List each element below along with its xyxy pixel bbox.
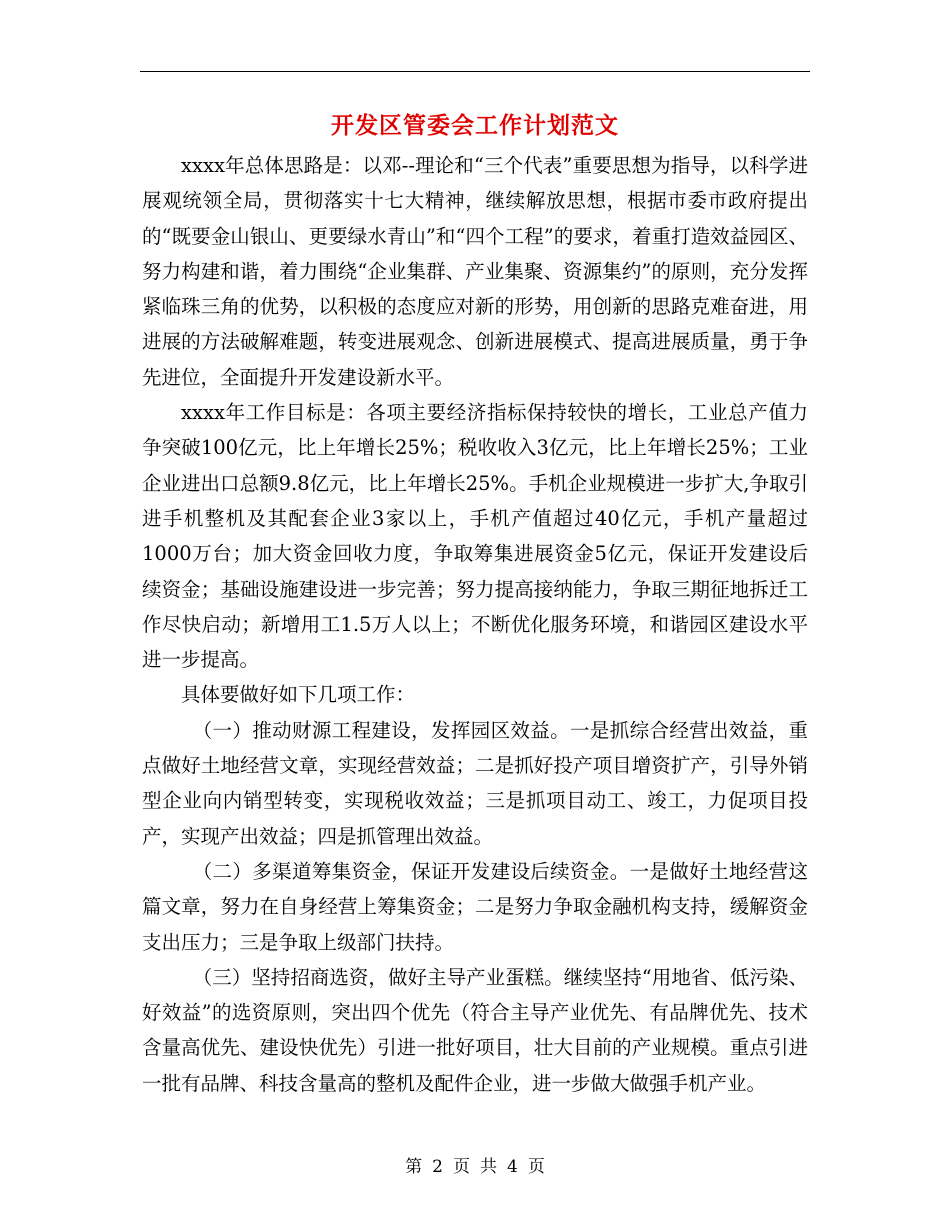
header-rule [140, 71, 810, 72]
footer-prefix: 第 [405, 1157, 423, 1177]
paragraph-task-2: （二）多渠道筹集资金，保证开发建设后续资金。一是做好土地经营这篇文章，努力在自身经营上筹集资金；二是努力争取金融机构支持，缓解资金支出压力；三是争取上级部门扶持。 [142, 859, 808, 954]
footer-current-page: 2 [432, 1157, 443, 1177]
footer-suffix: 页 [527, 1157, 545, 1177]
document-body [142, 148, 808, 1101]
paragraph-tasks-intro: 具体要做好如下几项工作： [181, 683, 416, 707]
footer-total-prefix: 共 [480, 1157, 497, 1177]
footer-page-word: 页 [453, 1157, 470, 1177]
paragraph-work-goals: xxxx年工作目标是：各项主要经济指标保持较快的增长，工业总产值力争突破100亿元，比上年增长25%；税收收入3亿元，比上年增长25%；工业企业进出口总额9.8亿元，比上年增长25%。手机企业规模进一步扩大,争取引进手机整机及其配套企业3家以上，手机产值超过40亿元，手机产量超过1000万台；加大资金回收力度，争取筹集进展资金5亿元，保证开发建设后续资金；基础设施建设进一步完善；努力提高接纳能力，争取三期征地拆迁工作尽快启动；新增用工1.5万人以上；不断优化服务环境，和谐园区建设水平进一步提高。 [142, 401, 808, 672]
footer-total-pages: 4 [507, 1157, 518, 1177]
page-footer [0, 1152, 950, 1177]
paragraph-task-3: （三）坚持招商选资，做好主导产业蛋糕。继续坚持“用地省、低污染、好效益”的选资原则，突出四个优先（符合主导产业优先、有品牌优先、技术含量高优先、建设快优先）引进一批好项目，壮大目前的产业规模。重点引进一批有品牌、科技含量高的整机及配件企业，进一步做大做强手机产业。 [142, 965, 808, 1095]
paragraph-overall-approach: xxxx年总体思路是：以邓--理论和“三个代表”重要思想为指导，以科学进展观统领全局，贯彻落实十七大精神，继续解放思想，根据市委市政府提出的“既要金山银山、更要绿水青山”和“四个工程”的要求，着重打造效益园区、努力构建和谐，着力围绕“企业集群、产业集聚、资源集约”的原则，充分发挥紧临珠三角的优势，以积极的态度应对新的形势，用创新的思路克难奋进，用进展的方法破解难题，转变进展观念、创新进展模式、提高进展质量，勇于争先进位，全面提升开发建设新水平。 [142, 154, 808, 389]
document-title: 开发区管委会工作计划范文 [331, 112, 619, 139]
paragraph-task-1: （一）推动财源工程建设，发挥园区效益。一是抓综合经营出效益，重点做好土地经营文章，实现经营效益；二是抓好投产项目增资扩产，引导外销型企业向内销型转变，实现税收效益；三是抓项目动工、竣工，力促项目投产，实现产出效益；四是抓管理出效益。 [142, 718, 808, 848]
